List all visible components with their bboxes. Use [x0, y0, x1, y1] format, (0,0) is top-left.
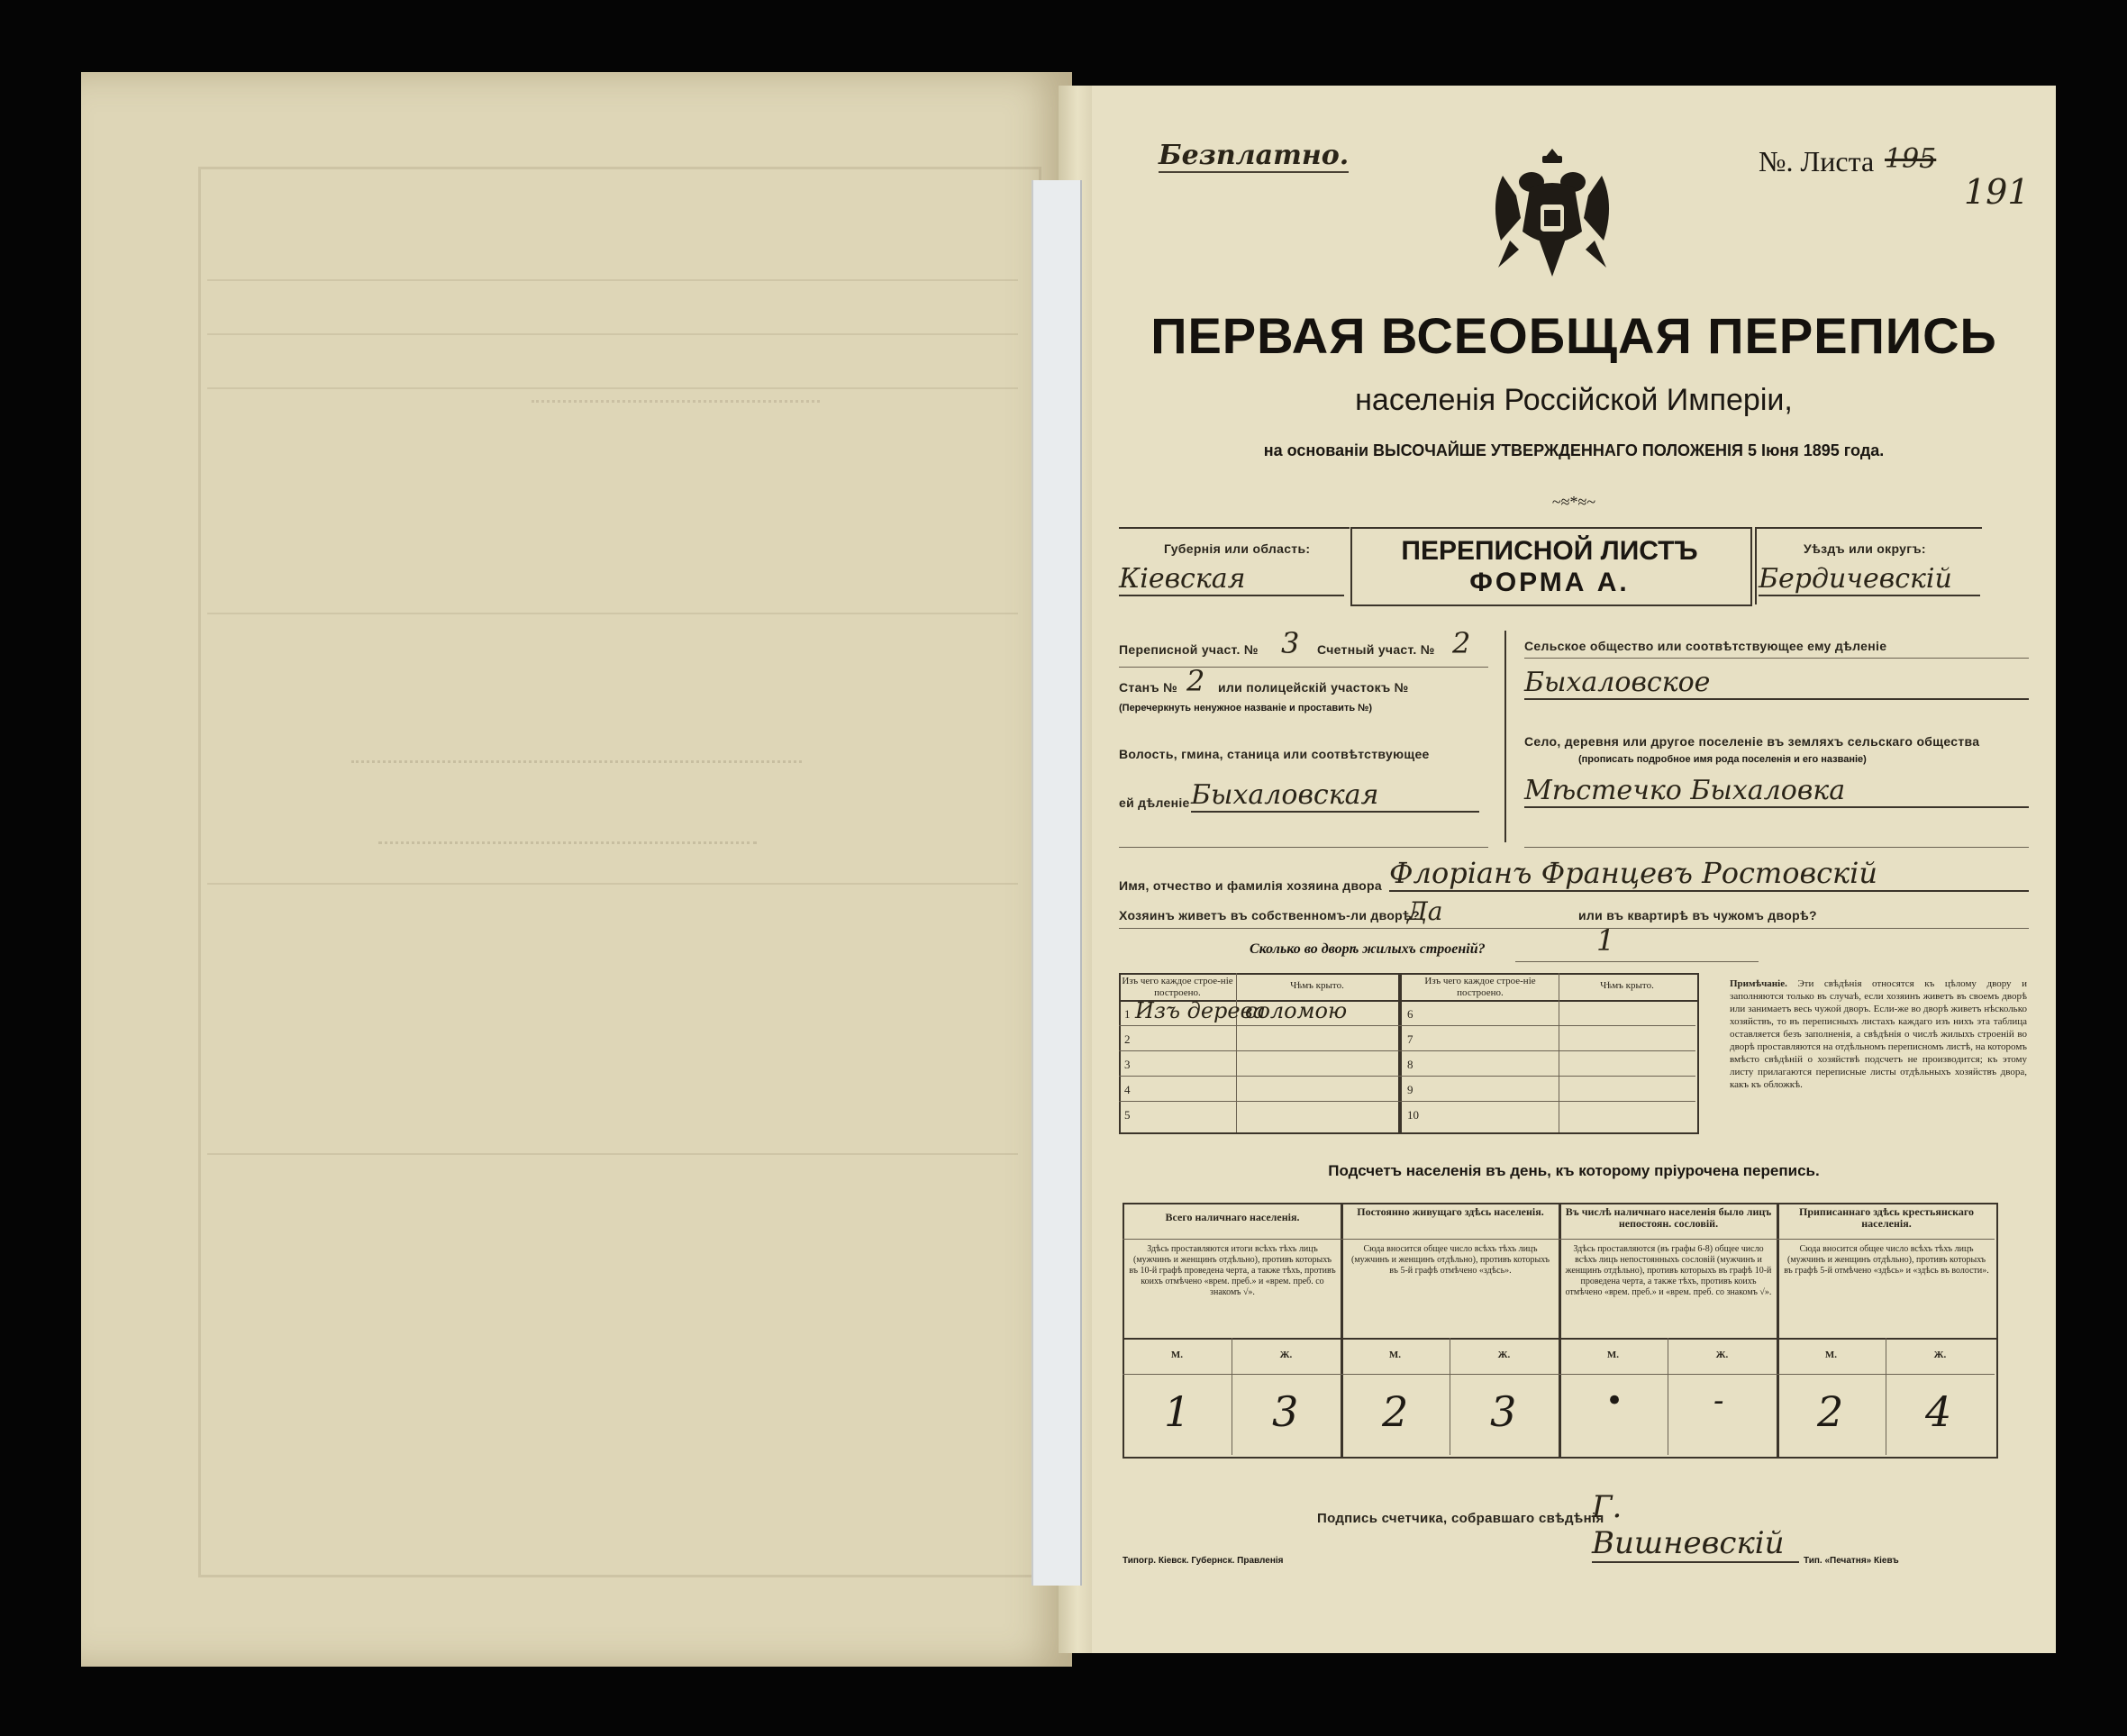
- count-permanent-male: 2: [1382, 1387, 1409, 1436]
- count-head-peasant: Приписаннаго здѣсь крестьянскаго населенія.: [1799, 1205, 1974, 1230]
- count-desc-total: Здѣсь проставляются итоги всѣхъ тѣхъ лицъ (мужчинъ и женщинъ отдѣльно), противъ которыхъ въ 10-й графѣ проведена черта, а также тѣхъ, противъ коихъ отмѣчено «врем. преб.» и «врем. преб. со знакомъ √».: [1129, 1244, 1336, 1297]
- count-rule: [1777, 1203, 1779, 1457]
- note-label: Примѣчаніе.: [1730, 978, 1787, 989]
- count-rule: [1123, 1239, 1995, 1240]
- table-rule: [1119, 1076, 1695, 1077]
- count-total-female: 3: [1272, 1387, 1299, 1436]
- row-number: 8: [1407, 1058, 1413, 1071]
- rule: [1524, 847, 2029, 848]
- count-head-nonpermanent: Въ числѣ наличнаго населенія было лицъ непостоян. сословій.: [1565, 1205, 1772, 1230]
- count-rule: [1341, 1203, 1343, 1457]
- stan-label: Станъ №: [1119, 680, 1178, 695]
- signature-value: Г. Вишневскій: [1592, 1489, 1799, 1563]
- row-number: 1: [1124, 1007, 1131, 1021]
- building-material: Изъ дерева: [1135, 998, 1266, 1023]
- uezd-value: Бердичевскій: [1759, 563, 1980, 596]
- obshchestvo-value: Быхаловское: [1524, 667, 2029, 700]
- count-head-total: Всего наличнаго населенія.: [1165, 1211, 1300, 1223]
- male-label: М.: [1170, 1350, 1184, 1360]
- table-col-material-2: Изъ чего каждое строе-ніе построено.: [1424, 976, 1536, 998]
- female-label: Ж.: [1715, 1350, 1729, 1360]
- uchastok-value: 3: [1281, 626, 1300, 660]
- count-rule: [1123, 1338, 1996, 1340]
- table-col-roof: Чѣмъ крыто.: [1290, 980, 1344, 991]
- volost-label-2: ей дѣленіе: [1119, 795, 1190, 810]
- row-number: 3: [1124, 1058, 1131, 1071]
- count-head-permanent: Постоянно живущаго здѣсь населенія.: [1357, 1205, 1544, 1218]
- row-number: 9: [1407, 1083, 1413, 1096]
- table-rule: [1119, 1050, 1695, 1051]
- note-block: [1730, 977, 2027, 1091]
- row-number: 6: [1407, 1007, 1413, 1021]
- bleed-through-handwriting: [532, 378, 820, 403]
- faint-line: [207, 883, 1018, 885]
- female-label: Ж.: [1933, 1350, 1947, 1360]
- count-desc-peasant: Сюда вносится общее число всѣхъ тѣхъ лицъ (мужчинъ и женщинъ отдѣльно), противъ которыхъ въ графѣ 5-й отмѣчено «здѣсь» и «здѣсь въ волости».: [1784, 1244, 1989, 1276]
- faint-line: [207, 1153, 1018, 1155]
- owner-value: Флоріанъ Францевъ Ростовскій: [1389, 856, 2029, 892]
- selo-label: Село, деревня или другое поселеніе въ земляхъ сельскаго общества: [1524, 734, 1980, 749]
- rule: [1119, 847, 1488, 848]
- count-peasant-female: 4: [1925, 1387, 1952, 1436]
- faint-line: [207, 279, 1018, 281]
- count-desc-permanent: Сюда вносится общее число всѣхъ тѣхъ лицъ (мужчинъ и женщинъ отдѣльно), противъ которыхъ въ 5-й графѣ отмѣчено «здѣсь».: [1351, 1244, 1550, 1276]
- count-nonpermanent-female: -: [1713, 1383, 1724, 1419]
- male-label: М.: [1388, 1350, 1402, 1360]
- volost-label: Волость, гмина, станица или соотвѣтствующее: [1119, 747, 1430, 761]
- cross-out-note: (Перечеркнуть ненужное названіе и проставить №): [1119, 703, 1373, 713]
- uchastok-label: Переписной участ. №: [1119, 642, 1259, 657]
- column-divider: [1504, 631, 1506, 842]
- faint-line: [207, 333, 1018, 335]
- table-col-roof-2: Чѣмъ крыто.: [1600, 980, 1654, 991]
- signature-label: Подпись счетчика, собравшаго свѣдѣнія: [1317, 1511, 1604, 1526]
- lives-own-yard-value: Да: [1407, 896, 1443, 926]
- male-label: М.: [1824, 1350, 1838, 1360]
- buildings-value: 1: [1596, 923, 1615, 958]
- bleed-through-handwriting: [351, 739, 802, 763]
- gubernia-label: Губернія или область:: [1164, 541, 1311, 556]
- obshchestvo-label: Сельское общество или соотвѣтствующее ему дѣленіе: [1524, 639, 1887, 653]
- subtitle: населенія Россійской Имперіи,: [1355, 383, 1793, 417]
- count-permanent-female: 3: [1490, 1387, 1517, 1436]
- sheet-number-printed: 195: [1885, 143, 1937, 175]
- left-page: [81, 72, 1072, 1667]
- main-title: ПЕРВАЯ ВСЕОБЩАЯ ПЕРЕПИСЬ: [1150, 307, 1997, 364]
- sheet-number-label: №. Листа: [1759, 145, 1875, 177]
- count-rule: [1123, 1374, 1995, 1375]
- count-title: Подсчетъ населенія въ день, къ которому пріурочена перепись.: [1328, 1162, 1820, 1179]
- lives-own-yard-label: Хозяинъ живетъ въ собственномъ-ли дворѣ?: [1119, 908, 1421, 923]
- row-number: 2: [1124, 1032, 1131, 1046]
- owner-label: Имя, отчество и фамилія хозяина двора: [1119, 878, 1382, 893]
- schetny-value: 2: [1452, 626, 1471, 660]
- rule: [1524, 658, 2029, 659]
- table-rule: [1236, 973, 1237, 1132]
- female-label: Ж.: [1279, 1350, 1293, 1360]
- selo-value: Мѣстечко Быхаловка: [1524, 775, 2029, 808]
- count-peasant-male: 2: [1817, 1387, 1844, 1436]
- count-total-male: 1: [1164, 1387, 1191, 1436]
- census-form-page: [1092, 86, 2056, 1653]
- count-nonpermanent-male: •: [1605, 1383, 1624, 1419]
- row-number: 7: [1407, 1032, 1413, 1046]
- row-number: 5: [1124, 1108, 1131, 1122]
- uezd-label: Уѣздъ или округъ:: [1804, 541, 1926, 556]
- volost-value: Быхаловская: [1191, 779, 1479, 813]
- selo-note: (прописать подробное имя рода поселенія и его названіе): [1578, 754, 1867, 765]
- basis-line: на основаніи ВЫСОЧАЙШЕ УТВЕРЖДЕННАГО ПОЛОЖЕНІЯ 5 Іюня 1895 года.: [1263, 441, 1885, 459]
- table-rule: [1119, 1101, 1695, 1102]
- ornament-divider: ~≈*≈~: [1551, 493, 1596, 511]
- binding-tab: [1032, 180, 1082, 1586]
- double-headed-eagle-emblem: [1485, 132, 1620, 286]
- count-desc-nonpermanent: Здѣсь проставляются (въ графы 6-8) общее число всѣхъ лицъ непостоянныхъ сословій (мужчинъ и женщинъ отдѣльно), противъ которыхъ въ графѣ 10-й проведена черта, а также тѣхъ, противъ коихъ отмѣчено «врем. преб.» и «врем. преб. со знакомъ √».: [1565, 1244, 1772, 1297]
- printer-note-left: Типогр. Кіевск. Губернск. Правленія: [1123, 1556, 1284, 1566]
- table-rule: [1119, 1025, 1695, 1026]
- female-label: Ж.: [1497, 1350, 1511, 1360]
- police-label: или полицейскій участокъ №: [1218, 680, 1409, 695]
- building-roof: соломою: [1245, 998, 1348, 1023]
- row-number: 10: [1407, 1108, 1419, 1122]
- buildings-label: Сколько во дворѣ жилыхъ строеній?: [1250, 941, 1486, 957]
- count-rule: [1559, 1203, 1561, 1457]
- schetny-label: Счетный участ. №: [1317, 642, 1435, 657]
- note-text: Эти свѣдѣнія относятся къ цѣлому двору и заполняются только въ случаѣ, если хозяинъ живетъ въ своемъ дворѣ или занимаетъ весь чужой дворъ. Если-же во дворѣ живетъ нѣсколько хозяйствъ, то въ переписныхъ листахъ каждаго изъ нихъ эта таблица оставляется безъ заполненія, а свѣдѣнія о числѣ жилыхъ строеній во дворѣ проставляются на отдѣльномъ переписномъ листѣ, на которомъ вмѣсто свѣдѣній о хозяйствѣ подсчетъ не производится; къ этому листу прилагаются переписные листы отдѣльныхъ хозяйствъ двора, какъ къ обложкѣ.: [1730, 978, 2027, 1090]
- form-subtitle: ФОРМА А.: [1469, 568, 1630, 597]
- faint-line: [207, 613, 1018, 614]
- male-label: М.: [1606, 1350, 1620, 1360]
- lives-flat-label: или въ квартирѣ въ чужомъ дворѣ?: [1578, 908, 1817, 923]
- row-number: 4: [1124, 1083, 1131, 1096]
- sheet-number-handwritten: 191: [1964, 172, 2030, 212]
- free-label: Безплатно.: [1159, 140, 1350, 171]
- form-title: ПЕРЕПИСНОЙ ЛИСТЪ: [1401, 536, 1698, 566]
- gubernia-value: Кіевская: [1119, 563, 1344, 596]
- table-col-material: Изъ чего каждое строе-ніе построено.: [1122, 976, 1233, 998]
- rule: [1119, 667, 1488, 668]
- bleed-through-handwriting: [378, 820, 757, 844]
- stan-value: 2: [1186, 664, 1205, 698]
- printer-note-right: Тип. «Печатня» Кіевъ: [1804, 1556, 1899, 1566]
- rule: [1515, 961, 1759, 962]
- rule: [1119, 928, 2029, 929]
